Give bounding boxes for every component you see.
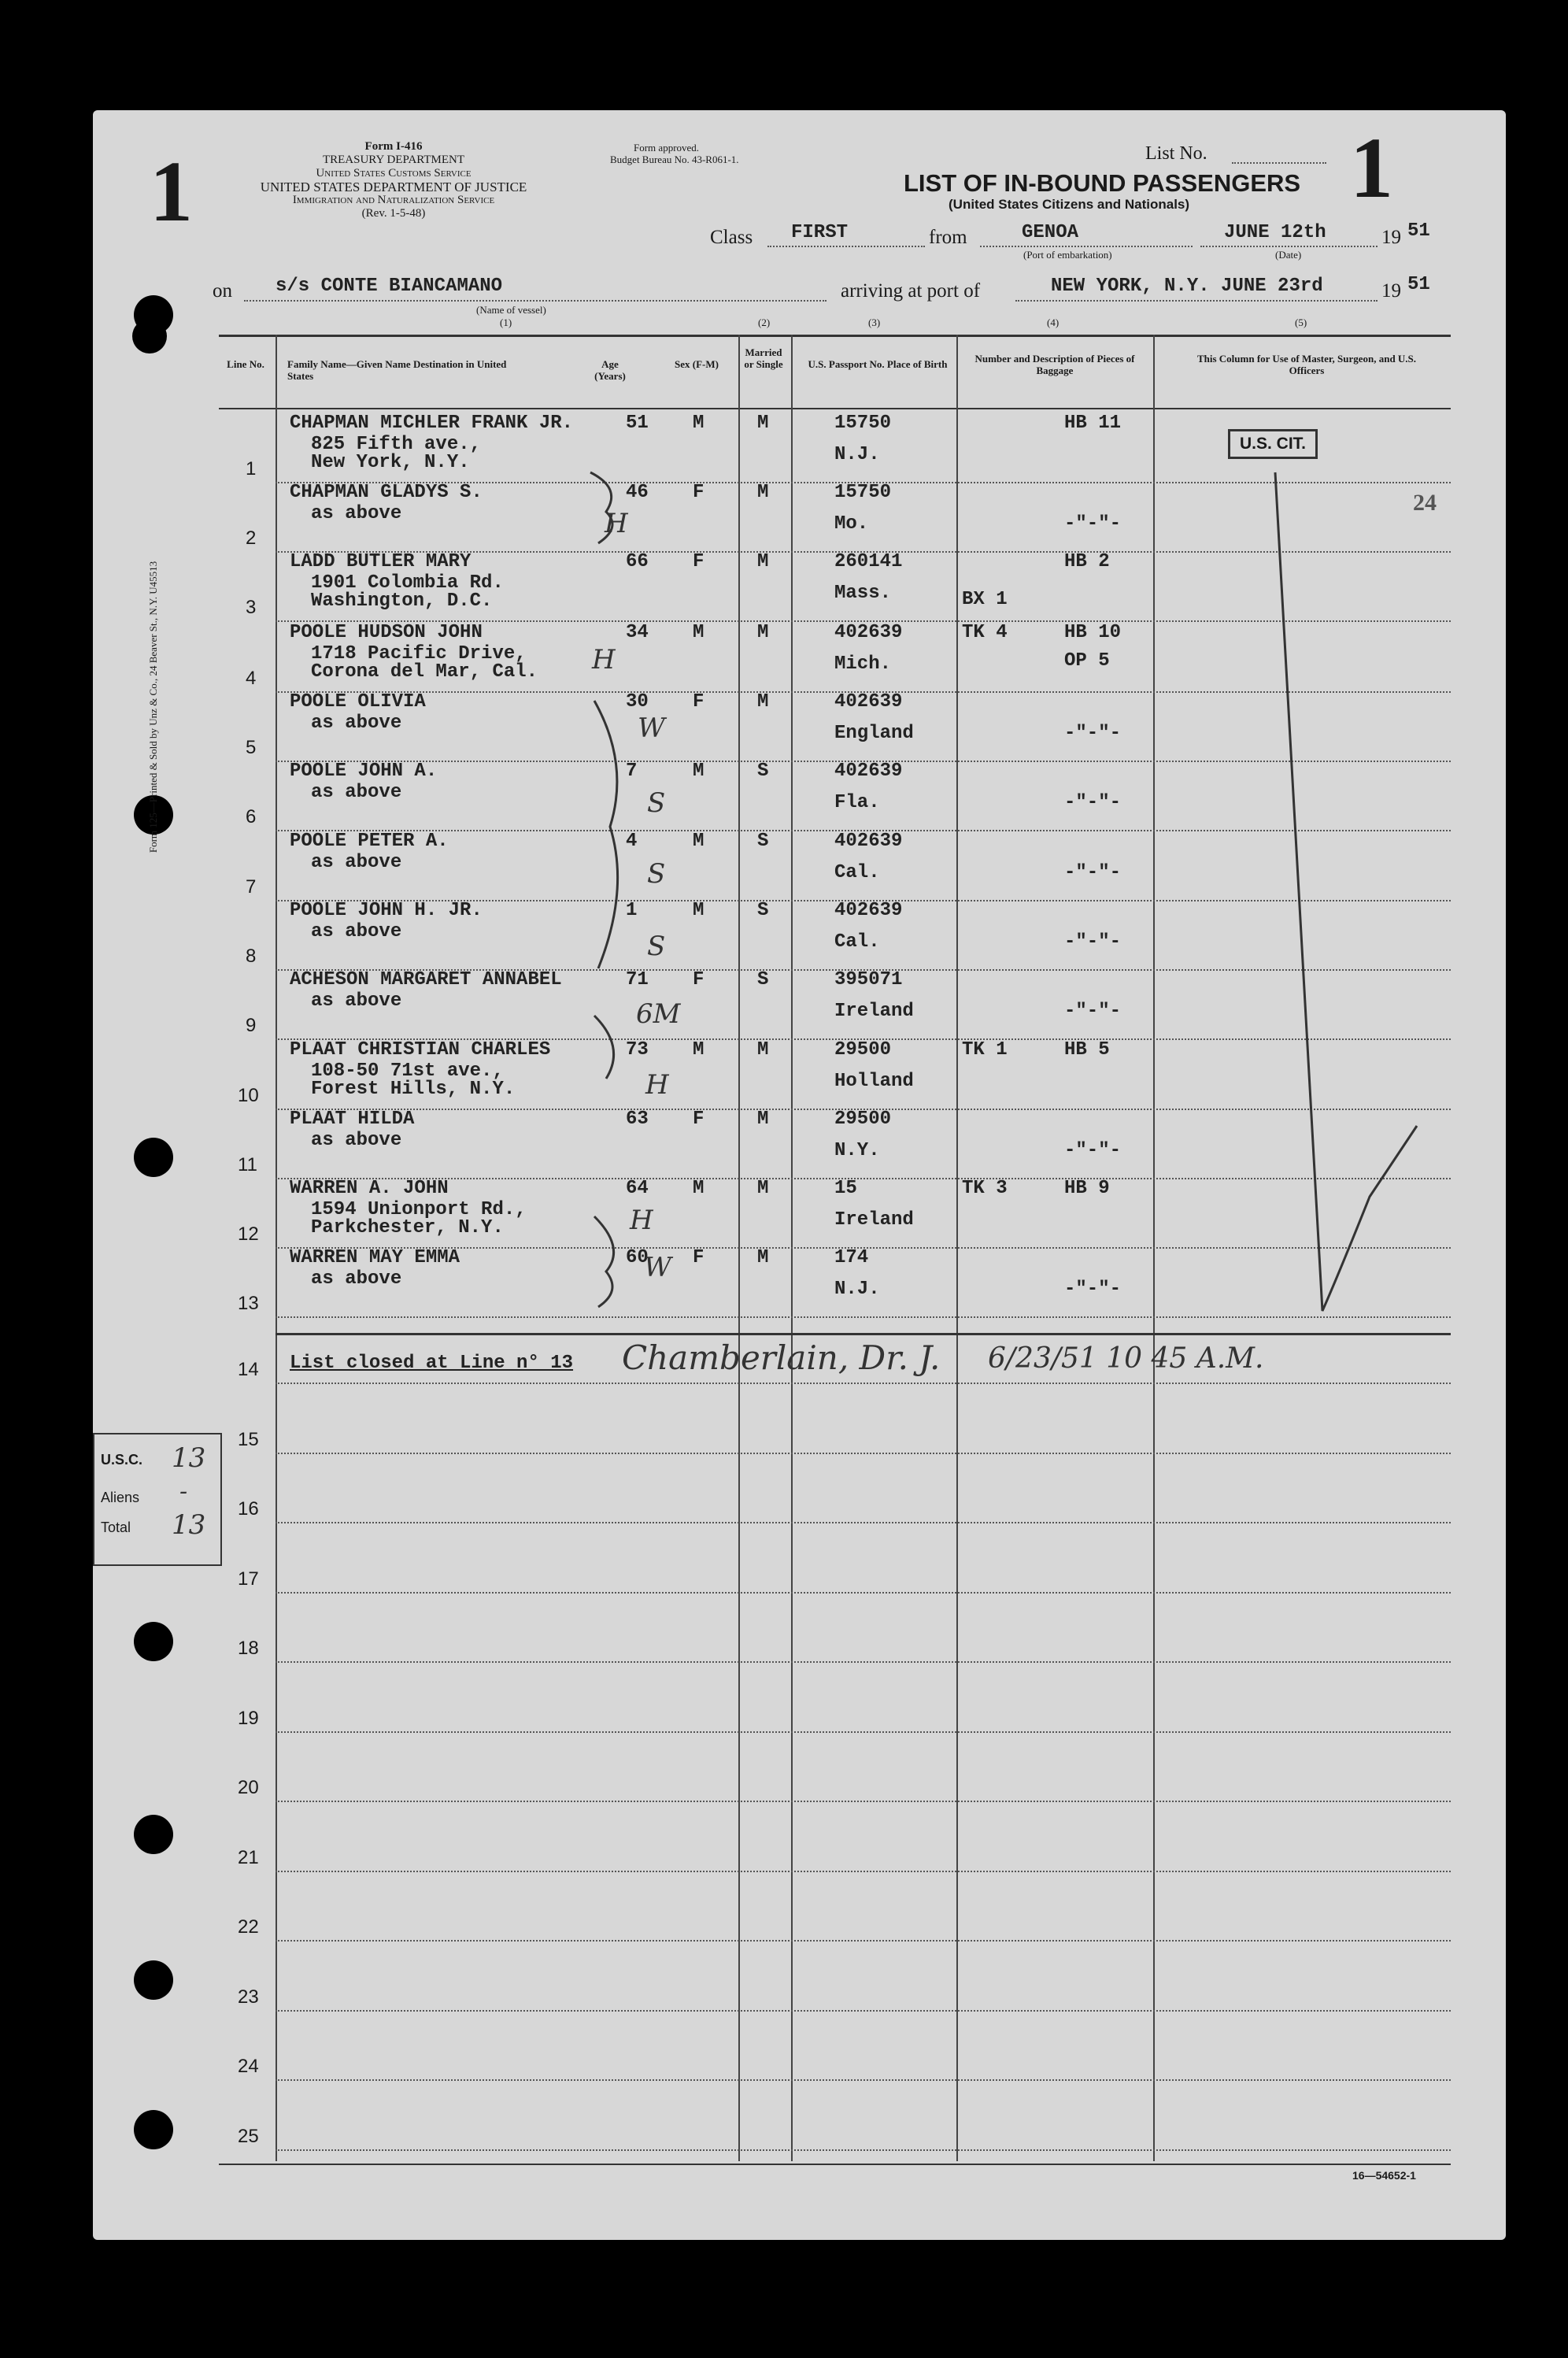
col-header-officers: This Column for Use of Master, Surgeon, and U.S. Officers: [1196, 353, 1417, 376]
passenger-address: as above: [311, 713, 402, 734]
ins-label: Immigration and Naturalization Service: [292, 194, 495, 206]
baggage-b: -"-"-: [1064, 513, 1122, 535]
line-number: 12: [238, 1223, 259, 1245]
passenger-marital: M: [757, 482, 769, 503]
passenger-marital: S: [757, 969, 769, 990]
col-header-married: Married or Single: [744, 346, 783, 370]
row-rule: [276, 2149, 1451, 2151]
passport-number: 15750: [834, 413, 892, 434]
corner-number-right: 1: [1350, 120, 1393, 216]
row-rule: [276, 2010, 1451, 2012]
passenger-address: as above: [311, 503, 402, 524]
year-prefix: 19: [1381, 227, 1401, 248]
passenger-marital: S: [757, 900, 769, 921]
baggage-a: TK 1: [962, 1039, 1008, 1061]
binder-hole: [132, 319, 167, 354]
baggage-a: BX 1: [962, 589, 1008, 610]
row-rule: [276, 1940, 1451, 1942]
stamp-count: 24: [1413, 490, 1437, 516]
tally-total-label: Total: [101, 1520, 131, 1535]
baggage-b: -"-"-: [1064, 1279, 1122, 1300]
handwritten-mark: S: [647, 858, 666, 890]
arrival-line: [1015, 300, 1378, 302]
from-line: [980, 246, 1193, 247]
line-number: 9: [246, 1015, 257, 1036]
handwritten-mark: W: [638, 713, 665, 744]
line-number: 19: [238, 1707, 259, 1729]
col-num-3: (3): [868, 316, 881, 328]
passenger-address: 108-50 71st ave.,: [311, 1061, 504, 1082]
passenger-sex: F: [693, 1109, 704, 1130]
vessel-value: s/s CONTE BIANCAMANO: [276, 276, 503, 297]
tally-aliens-label: Aliens: [101, 1490, 140, 1505]
passenger-age: 64: [626, 1178, 649, 1199]
baggage-b: HB 11: [1064, 413, 1122, 434]
handwritten-mark: 6M: [636, 998, 681, 1030]
passenger-address: as above: [311, 852, 402, 873]
handwritten-mark: H: [605, 508, 628, 539]
passenger-address: 1901 Colombia Rd.: [311, 572, 504, 594]
handwritten-mark: H: [630, 1205, 653, 1236]
page-title: LIST OF IN-BOUND PASSENGERS: [904, 169, 1301, 197]
row-rule: [276, 1316, 1451, 1318]
passenger-sex: M: [693, 900, 704, 921]
birth-place: Ireland: [834, 1001, 914, 1022]
birth-place: N.Y.: [834, 1140, 880, 1161]
justice-label: UNITED STATES DEPARTMENT OF JUSTICE: [260, 180, 527, 194]
handwritten-mark: S: [647, 931, 666, 962]
line-number: 8: [246, 946, 257, 967]
passenger-age: 60: [626, 1247, 649, 1268]
vessel-line: [244, 300, 827, 302]
col-header-baggage: Number and Description of Pieces of Baggage: [974, 353, 1135, 376]
passenger-address: as above: [311, 1130, 402, 1151]
tally-usc-value: 13: [172, 1442, 206, 1474]
col-header-age: Age (Years): [594, 358, 626, 382]
date-line: [1200, 246, 1378, 247]
passenger-address: as above: [311, 1268, 402, 1290]
tally-aliens-value: -: [179, 1478, 188, 1505]
passenger-marital: M: [757, 622, 769, 643]
line-number: 7: [246, 876, 257, 898]
passenger-sex: M: [693, 1039, 704, 1061]
table-header-rule: [219, 408, 1451, 409]
passenger-name: POOLE JOHN H. JR.: [290, 900, 483, 921]
passenger-age: 30: [626, 691, 649, 713]
passenger-age: 1: [626, 900, 638, 921]
passport-number: 15: [834, 1178, 857, 1199]
baggage-b: -"-"-: [1064, 1140, 1122, 1161]
passport-number: 29500: [834, 1039, 892, 1061]
passport-number: 15750: [834, 482, 892, 503]
passport-number: 260141: [834, 551, 903, 572]
binder-hole: [134, 1138, 173, 1177]
birth-place: Ireland: [834, 1209, 914, 1231]
vessel-caption: (Name of vessel): [476, 304, 546, 316]
passenger-age: 66: [626, 551, 649, 572]
passenger-sex: M: [693, 1178, 704, 1199]
passenger-sex: F: [693, 1247, 704, 1268]
passenger-name: POOLE OLIVIA: [290, 691, 426, 713]
passenger-age: 7: [626, 761, 638, 782]
passenger-address: Washington, D.C.: [311, 590, 493, 612]
birth-place: Mass.: [834, 583, 892, 604]
row-rule: [276, 1661, 1451, 1663]
passenger-sex: M: [693, 622, 704, 643]
line-number: 18: [238, 1638, 259, 1659]
line-number: 16: [238, 1498, 259, 1520]
tally-box: [93, 1433, 222, 1566]
passenger-address: Parkchester, N.Y.: [311, 1217, 504, 1238]
line-number: 1: [246, 458, 257, 479]
passenger-marital: M: [757, 413, 769, 434]
passenger-address: 1594 Unionport Rd.,: [311, 1199, 527, 1220]
baggage-a: TK 3: [962, 1178, 1008, 1199]
birth-place: Fla.: [834, 792, 880, 813]
passport-number: 402639: [834, 761, 903, 782]
col-header-passport: U.S. Passport No. Place of Birth: [808, 358, 948, 370]
on-label: on: [213, 280, 232, 302]
row-rule: [276, 1871, 1451, 1872]
passenger-sex: F: [693, 551, 704, 572]
citizen-stamp: U.S. CIT.: [1228, 429, 1318, 459]
line-number: 10: [238, 1085, 259, 1106]
birth-place: Holland: [834, 1071, 914, 1092]
line-number: 15: [238, 1428, 259, 1450]
passenger-name: PLAAT CHRISTIAN CHARLES: [290, 1039, 551, 1061]
passenger-name: POOLE PETER A.: [290, 831, 449, 852]
binder-hole: [134, 1622, 173, 1661]
baggage-b: HB 10: [1064, 622, 1122, 643]
passenger-marital: M: [757, 1247, 769, 1268]
col-header-sex: Sex (F-M): [675, 358, 719, 370]
passenger-marital: M: [757, 1039, 769, 1061]
port-caption: (Port of embarkation): [1023, 249, 1112, 261]
passenger-sex: M: [693, 413, 704, 434]
passenger-sex: F: [693, 482, 704, 503]
arrival-year-prefix: 19: [1381, 280, 1401, 302]
line-number: 24: [238, 2056, 259, 2077]
closing-signature: Chamberlain, Dr. J.: [622, 1338, 941, 1377]
tally-total-value: 13: [172, 1509, 206, 1541]
passport-number: 402639: [834, 691, 903, 713]
list-closed-text: List closed at Line n° 13: [290, 1353, 574, 1374]
passenger-marital: S: [757, 761, 769, 782]
passenger-name: LADD BUTLER MARY: [290, 551, 472, 572]
passenger-marital: M: [757, 551, 769, 572]
handwritten-mark: W: [644, 1252, 671, 1283]
class-line: [767, 246, 925, 247]
line-number: 14: [238, 1359, 259, 1380]
arrival-year: 51: [1407, 274, 1430, 295]
line-number: 21: [238, 1846, 259, 1868]
revision-label: (Rev. 1-5-48): [361, 207, 426, 220]
binder-hole: [134, 1960, 173, 2000]
col-num-5: (5): [1295, 316, 1307, 328]
passenger-sex: F: [693, 691, 704, 713]
baggage-a: TK 4: [962, 622, 1008, 643]
line-number: 5: [246, 737, 257, 758]
passenger-address: 1718 Pacific Drive,: [311, 643, 527, 664]
treasury-label: TREASURY DEPARTMENT: [322, 154, 465, 166]
footer-code: 16—54652-1: [1352, 2169, 1416, 2182]
row-rule: [276, 2079, 1451, 2081]
corner-number-left: 1: [150, 143, 193, 239]
passport-number: 402639: [834, 900, 903, 921]
closing-timestamp: 6/23/51 10 45 A.M.: [988, 1342, 1264, 1375]
line-number: 25: [238, 2125, 259, 2147]
col-num-2: (2): [758, 316, 771, 328]
line-number: 11: [238, 1154, 257, 1175]
class-label: Class: [710, 227, 753, 248]
line-number: 23: [238, 1986, 259, 2008]
birth-place: England: [834, 723, 914, 744]
passenger-address: New York, N.Y.: [311, 452, 470, 473]
arriving-label: arriving at port of: [841, 280, 981, 302]
passenger-sex: M: [693, 761, 704, 782]
baggage-b: HB 5: [1064, 1039, 1110, 1061]
birth-place: Mo.: [834, 513, 869, 535]
arrival-value: NEW YORK, N.Y. JUNE 23rd: [1051, 276, 1323, 297]
passenger-age: 34: [626, 622, 649, 643]
form-number: Form I-416: [364, 140, 423, 153]
budget-line: Budget Bureau No. 43-R061-1.: [610, 154, 739, 165]
passenger-name: WARREN A. JOHN: [290, 1178, 449, 1199]
side-imprint: Form 125—Printed & Sold by Unz & Co., 24 Beaver St., N.Y. U45513: [147, 561, 159, 853]
passenger-marital: S: [757, 831, 769, 852]
binder-hole: [134, 1815, 173, 1854]
passenger-age: 51: [626, 413, 649, 434]
handwritten-mark: H: [592, 644, 616, 676]
passenger-name: PLAAT HILDA: [290, 1109, 415, 1130]
passenger-age: 46: [626, 482, 649, 503]
row-rule: [276, 1731, 1451, 1733]
bracket-marks: [582, 465, 630, 1315]
tally-usc-label: U.S.C.: [101, 1452, 143, 1468]
date-caption: (Date): [1275, 249, 1302, 261]
customs-label: United States Customs Service: [316, 167, 472, 180]
line-number: 22: [238, 1916, 259, 1938]
passenger-marital: M: [757, 691, 769, 713]
col-num-1: (1): [500, 316, 512, 328]
passport-number: 402639: [834, 831, 903, 852]
passenger-name: ACHESON MARGARET ANNABEL: [290, 969, 562, 990]
line-number: 6: [246, 806, 257, 827]
passenger-name: CHAPMAN GLADYS S.: [290, 482, 483, 503]
check-mark: [1259, 465, 1440, 1315]
passenger-name: WARREN MAY EMMA: [290, 1247, 460, 1268]
line-number: 20: [238, 1777, 259, 1798]
line-number: 3: [246, 597, 257, 618]
handwritten-mark: S: [647, 787, 666, 819]
birth-place: N.J.: [834, 1279, 880, 1300]
line-number: 13: [238, 1293, 259, 1314]
row-rule: [276, 1522, 1451, 1523]
baggage-b: HB 2: [1064, 551, 1110, 572]
line-number: 2: [246, 527, 257, 549]
from-value: GENOA: [1022, 222, 1079, 243]
baggage-b: -"-"-: [1064, 862, 1122, 883]
passenger-sex: M: [693, 831, 704, 852]
passenger-name: CHAPMAN MICHLER FRANK JR.: [290, 413, 574, 434]
passenger-age: 73: [626, 1039, 649, 1061]
passenger-address: as above: [311, 921, 402, 942]
list-no-label: List No.: [1145, 143, 1207, 164]
passport-number: 29500: [834, 1109, 892, 1130]
birth-place: Cal.: [834, 931, 880, 953]
passenger-marital: M: [757, 1178, 769, 1199]
passenger-name: POOLE HUDSON JOHN: [290, 622, 483, 643]
passenger-name: POOLE JOHN A.: [290, 761, 438, 782]
baggage-b: -"-"-: [1064, 723, 1122, 744]
passenger-address: 825 Fifth ave.,: [311, 434, 482, 455]
passenger-age: 4: [626, 831, 638, 852]
approval-line: Form approved.: [634, 142, 700, 154]
baggage-b: HB 9: [1064, 1178, 1110, 1199]
birth-place: Mich.: [834, 653, 892, 675]
year-value: 51: [1407, 220, 1430, 242]
line-number: 17: [238, 1568, 259, 1590]
birth-place: N.J.: [834, 444, 880, 465]
binder-hole: [134, 2110, 173, 2149]
col-header-name: Family Name—Given Name Destination in United States: [287, 358, 507, 382]
baggage-c: OP 5: [1064, 650, 1110, 672]
col-num-4: (4): [1047, 316, 1060, 328]
passenger-address: Corona del Mar, Cal.: [311, 661, 538, 683]
closing-rule: [276, 1333, 1451, 1335]
from-label: from: [929, 227, 967, 248]
passenger-address: Forest Hills, N.Y.: [311, 1079, 516, 1100]
row-rule: [276, 1453, 1451, 1454]
col-header-line: Line No.: [227, 358, 264, 370]
list-no-line: [1232, 162, 1326, 164]
date-value: JUNE 12th: [1224, 222, 1326, 243]
class-value: FIRST: [791, 222, 849, 243]
baggage-b: -"-"-: [1064, 1001, 1122, 1022]
page-subtitle: (United States Citizens and Nationals): [949, 197, 1190, 212]
baggage-b: -"-"-: [1064, 931, 1122, 953]
passenger-sex: F: [693, 969, 704, 990]
passenger-address: as above: [311, 782, 402, 803]
passport-number: 402639: [834, 622, 903, 643]
row-rule: [276, 1383, 1451, 1384]
handwritten-mark: H: [645, 1069, 669, 1101]
row-rule: [276, 1592, 1451, 1594]
passenger-marital: M: [757, 1109, 769, 1130]
approval-block: [610, 142, 739, 165]
birth-place: Cal.: [834, 862, 880, 883]
line-number: 4: [246, 668, 257, 689]
baggage-b: -"-"-: [1064, 792, 1122, 813]
passenger-address: as above: [311, 990, 402, 1012]
passenger-age: 63: [626, 1109, 649, 1130]
passport-number: 395071: [834, 969, 903, 990]
form-block: [213, 140, 575, 220]
passport-number: 174: [834, 1247, 869, 1268]
passenger-age: 71: [626, 969, 649, 990]
row-rule: [276, 1801, 1451, 1802]
